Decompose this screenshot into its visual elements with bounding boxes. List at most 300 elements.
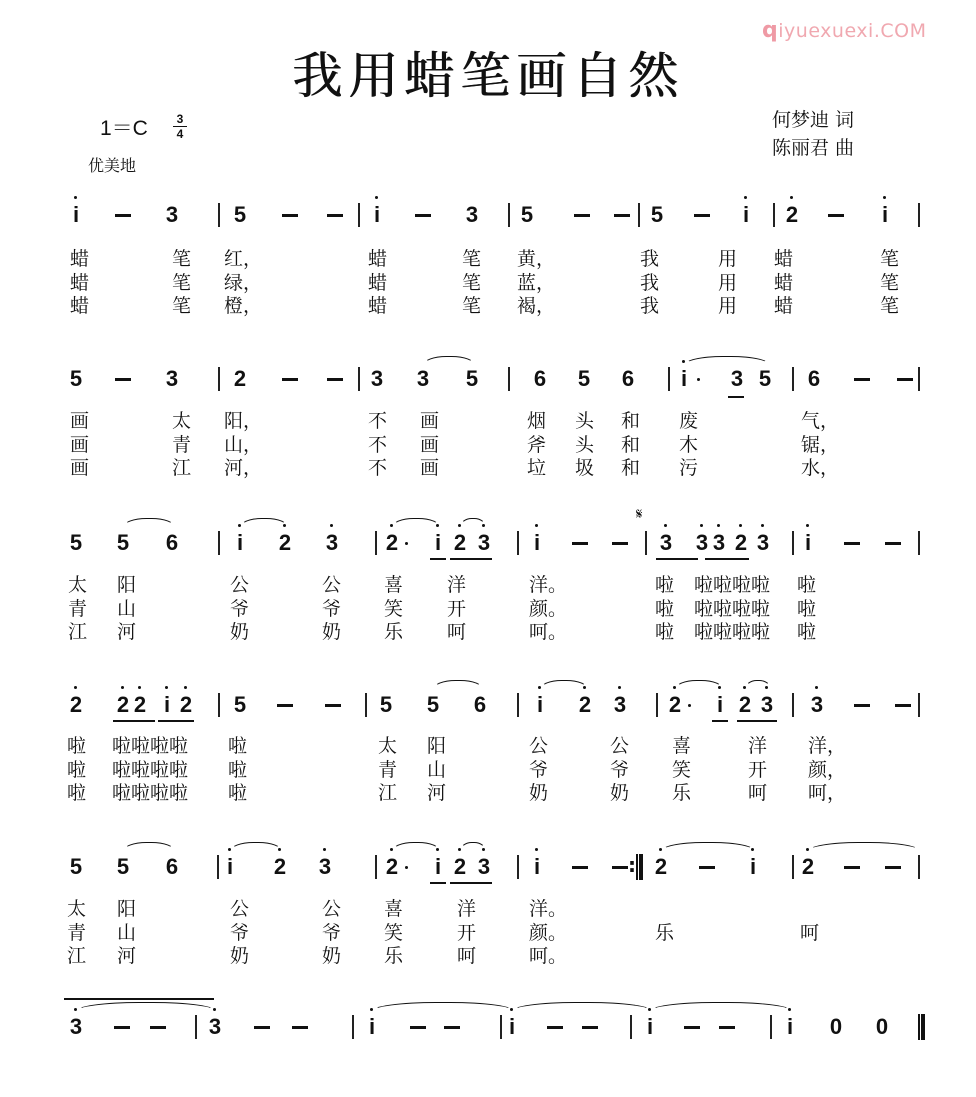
repeat-barline-thin (636, 854, 638, 880)
lyric-syllable: 公 (230, 574, 250, 596)
lyric-syllable: 公 (322, 898, 342, 920)
slur-tie (76, 1002, 216, 1011)
lyric-syllable: 用 (718, 248, 738, 270)
lyric-syllable: 阳， (224, 410, 263, 432)
repeat-end-dots: : (628, 853, 636, 877)
tie-extension (64, 998, 214, 1000)
lyricist-credit: 何梦迪 词 (772, 109, 855, 131)
sustain-dash (574, 214, 590, 217)
sustain-dash (410, 1026, 426, 1029)
augmentation-dot (697, 378, 700, 381)
beam-underline (656, 558, 698, 560)
barline (656, 693, 658, 717)
note: 5 (650, 202, 664, 227)
lyric-syllable: 爷 (322, 921, 342, 944)
lyric-syllable: 啦啦啦啦 (694, 597, 771, 620)
lyric-syllable: 蜡 (368, 295, 388, 317)
slur-tie (512, 1002, 652, 1011)
lyric-syllable: 喜 (672, 735, 692, 757)
lyric-syllable: 啦 (228, 758, 248, 781)
barline (918, 367, 920, 391)
lyric-syllable: 笔 (172, 248, 192, 270)
octave-dot (618, 686, 621, 689)
note: 5 (465, 366, 479, 391)
slur-tie (460, 518, 486, 527)
lyric-syllable: 山， (224, 433, 263, 456)
octave-dot (790, 196, 793, 199)
octave-dot (375, 196, 378, 199)
lyric-syllable: 笑 (384, 597, 404, 620)
note: 2 (576, 692, 594, 718)
lyric-syllable: 开 (457, 921, 477, 944)
sustain-dash (115, 214, 131, 217)
note: 6 (473, 692, 487, 717)
barline (352, 1015, 354, 1039)
octave-dot (717, 524, 720, 527)
note: 3 (323, 530, 341, 556)
barline (217, 855, 219, 879)
lyric-syllable: 和 (621, 457, 641, 479)
note: 2 (383, 854, 401, 880)
note: i (231, 530, 249, 556)
lyric-syllable: 垃 (527, 457, 547, 479)
note: 3 (165, 366, 179, 391)
sustain-dash (572, 542, 588, 545)
lyric-syllable: 江 (172, 457, 192, 479)
note: 0 (829, 1014, 843, 1039)
note: 2 (652, 854, 670, 880)
lyric-syllable: 木 (679, 433, 699, 456)
lyric-syllable: 不 (368, 433, 388, 456)
beam-underline (113, 720, 155, 722)
barline (517, 693, 519, 717)
barline (358, 203, 360, 227)
lyric-syllable: 啦 (655, 597, 675, 620)
lyric-syllable: 江 (68, 621, 88, 643)
lyric-syllable: 笔 (462, 248, 482, 270)
lyric-syllable: 蜡 (70, 248, 90, 270)
final-barline-thin (918, 1014, 920, 1040)
lyric-syllable: 奶 (322, 945, 342, 967)
lyric-syllable: 笔 (172, 271, 192, 294)
barline (773, 203, 775, 227)
barline (645, 531, 647, 555)
sustain-dash (885, 542, 901, 545)
sustain-dash (327, 214, 343, 217)
lyric-syllable: 蜡 (70, 295, 90, 317)
sustain-dash (612, 866, 628, 869)
slur-tie (392, 842, 440, 851)
beam-underline (737, 720, 777, 722)
lyric-syllable: 笔 (462, 271, 482, 294)
key-signature: 1＝C (100, 117, 148, 140)
octave-dot (744, 196, 747, 199)
barline (218, 203, 220, 227)
barline (375, 531, 377, 555)
lyric-syllable: 啦 (797, 621, 817, 643)
note: 3 (475, 854, 493, 880)
note: i (876, 202, 894, 228)
sustain-dash (292, 1026, 308, 1029)
lyric-syllable: 呵 (748, 782, 768, 804)
site-watermark: qiyuexuexi.COM (762, 18, 927, 43)
lyric-syllable: 圾 (575, 457, 595, 479)
lyric-syllable: 呵， (808, 782, 847, 804)
note: 2 (271, 854, 289, 880)
lyric-syllable: 太 (68, 574, 88, 596)
lyric-syllable: 乐 (655, 921, 675, 944)
barline (358, 367, 360, 391)
note: 2 (131, 692, 149, 718)
note: 5 (69, 366, 83, 391)
note: 5 (116, 530, 130, 555)
note: 2 (799, 854, 817, 880)
lyric-syllable: 喜 (384, 574, 404, 596)
sustain-dash (572, 866, 588, 869)
segno-sign: 𝄋 (636, 505, 643, 523)
sustain-dash (854, 704, 870, 707)
octave-dot (121, 686, 124, 689)
barline (517, 855, 519, 879)
note: i (368, 202, 386, 228)
repeat-barline-thick (639, 854, 643, 880)
note: i (781, 1014, 799, 1040)
lyric-syllable: 河 (117, 945, 137, 967)
note: 5 (379, 692, 393, 717)
note: 5 (69, 530, 83, 555)
lyric-syllable: 呵 (457, 945, 477, 967)
note: 5 (69, 854, 83, 879)
lyric-syllable: 笔 (462, 295, 482, 317)
note: 6 (165, 530, 179, 555)
lyric-syllable: 啦啦啦啦 (112, 782, 189, 804)
barline (792, 367, 794, 391)
barline (770, 1015, 772, 1039)
octave-dot (330, 524, 333, 527)
lyric-syllable: 啦 (67, 782, 87, 804)
lyric-syllable: 青 (172, 433, 192, 456)
slur-tie (123, 518, 175, 527)
composer-credit: 陈丽君 曲 (772, 137, 855, 159)
octave-dot (74, 686, 77, 689)
note: 2 (67, 692, 85, 718)
barline (792, 855, 794, 879)
octave-dot (323, 848, 326, 851)
sustain-dash (582, 1026, 598, 1029)
note: 3 (611, 692, 629, 718)
lyric-syllable: 红， (224, 248, 263, 270)
note: 2 (451, 854, 469, 880)
song-title: 我用蜡笔画自然 (292, 47, 684, 105)
note: i (503, 1014, 521, 1040)
lyric-syllable: 喜 (384, 898, 404, 920)
lyric-syllable: 啦啦啦啦 (694, 621, 771, 643)
sustain-dash (325, 704, 341, 707)
watermark-logo-icon: q (762, 18, 779, 43)
lyric-syllable: 不 (368, 410, 388, 432)
time-signature: 3 4 (173, 113, 187, 140)
note: i (675, 366, 693, 392)
note: i (221, 854, 239, 880)
lyric-syllable: 奶 (230, 621, 250, 643)
lyric-syllable: 绿， (224, 271, 263, 294)
lyric-syllable: 笔 (172, 295, 192, 317)
note: 5 (233, 692, 247, 717)
lyric-syllable: 奶 (230, 945, 250, 967)
lyric-syllable: 颜。 (529, 921, 568, 944)
lyric-syllable: 废 (679, 410, 699, 432)
lyric-syllable: 画 (420, 457, 440, 479)
slur-tie (460, 842, 486, 851)
lyric-syllable: 不 (368, 457, 388, 479)
note: 2 (451, 530, 469, 556)
barline (500, 1015, 502, 1039)
lyric-syllable: 啦 (228, 782, 248, 804)
note: 2 (383, 530, 401, 556)
slur-tie (808, 842, 920, 851)
sustain-dash (854, 378, 870, 381)
sustain-dash (844, 542, 860, 545)
lyric-syllable: 笑 (672, 758, 692, 781)
slur-tie (540, 680, 588, 689)
barline (630, 1015, 632, 1039)
note: 3 (206, 1014, 224, 1040)
sustain-dash (895, 704, 911, 707)
lyric-syllable: 我 (640, 271, 660, 294)
note: 6 (165, 854, 179, 879)
lyric-syllable: 阳 (117, 574, 137, 596)
slur-tie (123, 842, 175, 851)
lyric-syllable: 褐， (517, 295, 556, 317)
note: i (744, 854, 762, 880)
lyric-syllable: 画 (70, 433, 90, 456)
slur-tie (650, 1002, 792, 1011)
lyric-syllable: 啦 (67, 758, 87, 781)
lyric-syllable: 画 (70, 410, 90, 432)
augmentation-dot (688, 704, 691, 707)
lyric-syllable: 污 (679, 457, 699, 479)
octave-dot (535, 524, 538, 527)
lyric-syllable: 啦 (655, 621, 675, 643)
note: i (158, 692, 176, 718)
lyric-syllable: 笑 (384, 921, 404, 944)
barline (218, 531, 220, 555)
lyric-syllable: 气， (801, 410, 840, 432)
barline (918, 203, 920, 227)
sustain-dash (612, 542, 628, 545)
sustain-dash (282, 378, 298, 381)
lyric-syllable: 河 (427, 782, 447, 804)
lyric-syllable: 江 (67, 945, 87, 967)
note: i (531, 692, 549, 718)
lyric-syllable: 我 (640, 248, 660, 270)
lyric-syllable: 呵。 (529, 621, 568, 643)
note: 3 (67, 1014, 85, 1040)
slur-tie (423, 356, 475, 365)
lyric-syllable: 蜡 (368, 271, 388, 294)
lyric-syllable: 呵 (800, 921, 820, 944)
barline (792, 531, 794, 555)
lyric-syllable: 太 (378, 735, 398, 757)
barline (508, 367, 510, 391)
octave-dot (700, 524, 703, 527)
barline (918, 531, 920, 555)
lyric-syllable: 呵 (447, 621, 467, 643)
lyric-syllable: 颜， (808, 758, 847, 781)
lyric-syllable: 头 (575, 410, 595, 432)
octave-dot (739, 524, 742, 527)
barline (218, 367, 220, 391)
lyric-syllable: 笔 (880, 271, 900, 294)
note: 6 (621, 366, 635, 391)
octave-dot (184, 686, 187, 689)
lyric-syllable: 和 (621, 410, 641, 432)
note: i (429, 530, 447, 556)
sustain-dash (684, 1026, 700, 1029)
lyric-syllable: 画 (70, 457, 90, 479)
lyric-syllable: 斧 (527, 433, 547, 456)
lyric-syllable: 啦 (67, 735, 87, 757)
note: 3 (808, 692, 826, 718)
lyric-syllable: 我 (640, 295, 660, 317)
barline (508, 203, 510, 227)
lyric-syllable: 锯， (801, 433, 840, 456)
lyric-syllable: 公 (230, 898, 250, 920)
lyric-syllable: 洋 (457, 898, 477, 920)
lyric-syllable: 啦 (797, 574, 817, 596)
beam-underline (430, 558, 446, 560)
lyric-syllable: 太 (172, 410, 192, 432)
lyric-syllable: 公 (322, 574, 342, 596)
slur-tie (433, 680, 483, 689)
lyric-syllable: 颜。 (529, 597, 568, 620)
lyric-syllable: 奶 (610, 782, 630, 804)
octave-dot (761, 524, 764, 527)
lyric-syllable: 河 (117, 621, 137, 643)
sustain-dash (150, 1026, 166, 1029)
note: 2 (177, 692, 195, 718)
barline (638, 203, 640, 227)
barline (195, 1015, 197, 1039)
note: 3 (730, 366, 744, 391)
beam-underline (450, 558, 492, 560)
lyric-syllable: 爷 (529, 758, 549, 781)
barline (517, 531, 519, 555)
lyric-syllable: 呵。 (529, 945, 568, 967)
lyric-syllable: 头 (575, 433, 595, 456)
lyric-syllable: 啦啦啦啦 (112, 758, 189, 781)
lyric-syllable: 笔 (880, 248, 900, 270)
sustain-dash (115, 378, 131, 381)
lyric-syllable: 乐 (672, 782, 692, 804)
note: 3 (657, 530, 675, 556)
lyric-syllable: 烟 (527, 410, 547, 432)
octave-dot (138, 686, 141, 689)
sustain-dash (828, 214, 844, 217)
sustain-dash (897, 378, 913, 381)
lyric-syllable: 画 (420, 410, 440, 432)
sustain-dash (114, 1026, 130, 1029)
beam-underline (430, 882, 446, 884)
barline (375, 855, 377, 879)
lyric-syllable: 啦 (228, 735, 248, 757)
lyric-syllable: 青 (378, 758, 398, 781)
note: i (363, 1014, 381, 1040)
note: 3 (475, 530, 493, 556)
lyric-syllable: 太 (67, 898, 87, 920)
slur-tie (372, 1002, 514, 1011)
note: 3 (165, 202, 179, 227)
octave-dot (815, 686, 818, 689)
note: 3 (754, 530, 772, 556)
note: 3 (758, 692, 776, 718)
sustain-dash (885, 866, 901, 869)
note: 5 (520, 202, 534, 227)
note: i (67, 202, 85, 228)
lyric-syllable: 洋。 (529, 574, 568, 596)
note: 6 (807, 366, 821, 391)
augmentation-dot (405, 866, 408, 869)
note: 3 (465, 202, 479, 227)
sustain-dash (719, 1026, 735, 1029)
lyric-syllable: 洋 (748, 735, 768, 757)
lyric-syllable: 啦 (797, 597, 817, 620)
lyric-syllable: 啦 (655, 574, 675, 596)
lyric-syllable: 黄， (517, 248, 556, 270)
lyric-syllable: 江 (378, 782, 398, 804)
lyric-syllable: 乐 (384, 621, 404, 643)
slur-tie (675, 680, 723, 689)
sustain-dash (694, 214, 710, 217)
barline (365, 693, 367, 717)
sustain-dash (614, 214, 630, 217)
lyric-syllable: 用 (718, 271, 738, 294)
lyric-syllable: 爷 (230, 597, 250, 620)
note: 2 (114, 692, 132, 718)
lyric-syllable: 啦啦啦啦 (694, 574, 771, 596)
slur-tie (745, 680, 771, 689)
note: 3 (416, 366, 430, 391)
lyric-syllable: 奶 (322, 621, 342, 643)
lyric-syllable: 和 (621, 433, 641, 456)
lyric-syllable: 阳 (427, 735, 447, 757)
octave-dot (165, 686, 168, 689)
augmentation-dot (405, 542, 408, 545)
lyric-syllable: 爷 (322, 597, 342, 620)
sustain-dash (327, 378, 343, 381)
sustain-dash (444, 1026, 460, 1029)
note: 5 (577, 366, 591, 391)
sustain-dash (282, 214, 298, 217)
beam-underline (728, 396, 744, 398)
lyric-syllable: 画 (420, 433, 440, 456)
barline (792, 693, 794, 717)
note: 2 (666, 692, 684, 718)
lyric-syllable: 蜡 (70, 271, 90, 294)
note: 2 (276, 530, 294, 556)
final-barline-thick (921, 1014, 925, 1040)
sustain-dash (415, 214, 431, 217)
lyric-syllable: 山 (427, 758, 447, 781)
lyric-syllable: 青 (67, 921, 87, 944)
note: 2 (736, 692, 754, 718)
note: 2 (783, 202, 801, 228)
lyric-syllable: 青 (68, 597, 88, 620)
lyric-syllable: 洋， (808, 735, 847, 757)
note: i (528, 530, 546, 556)
note: 5 (426, 692, 440, 717)
lyric-syllable: 山 (117, 597, 137, 620)
